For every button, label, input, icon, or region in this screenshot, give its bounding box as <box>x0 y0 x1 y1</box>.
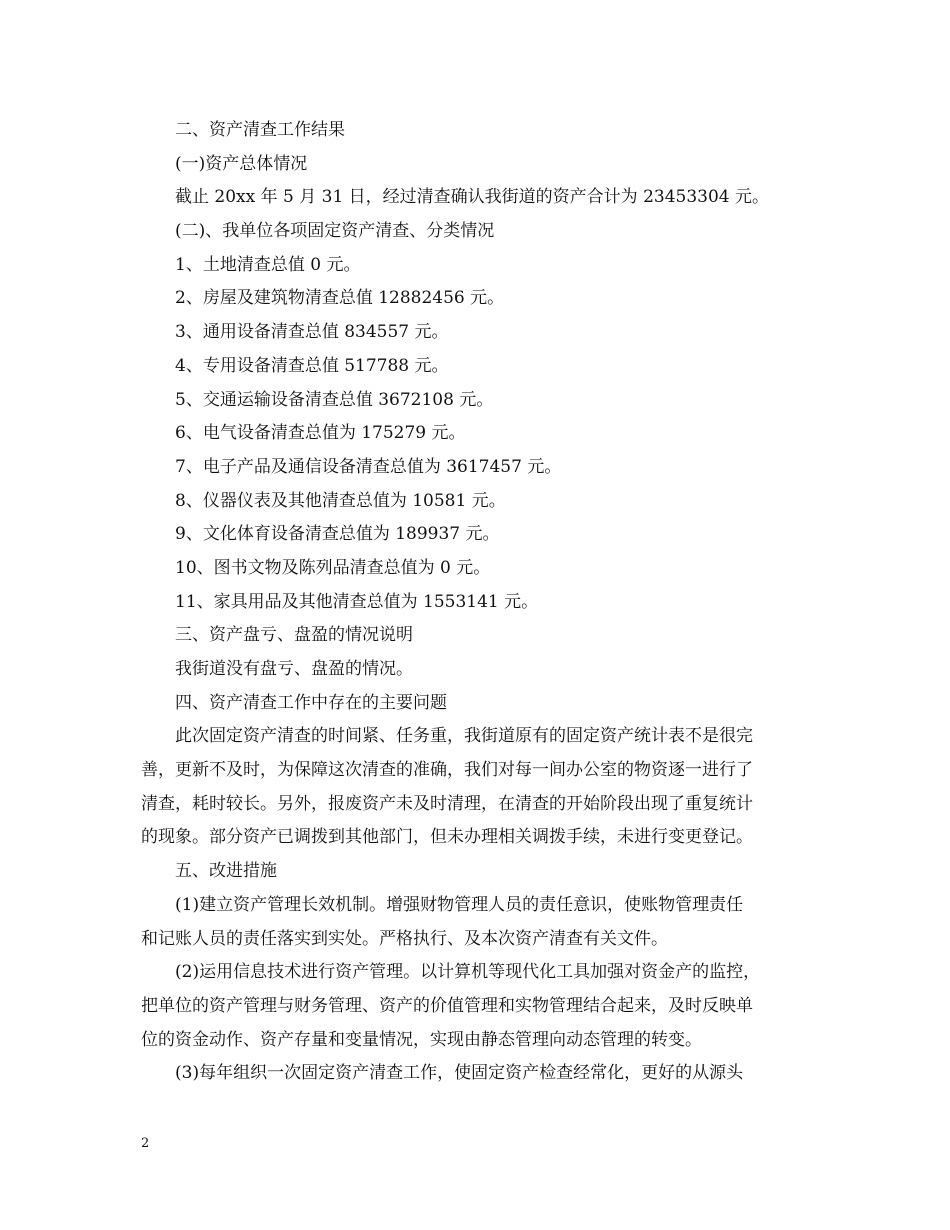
text-line: 和记账人员的责任落实到实处。严格执行、及本次资产清查有关文件。 <box>141 928 668 949</box>
text-line: 的现象。部分资产已调拨到其他部门，但未办理相关调拨手续，未进行变更登记。 <box>141 827 753 848</box>
text-line: (3)每年组织一次固定资产清查工作，使固定资产检查经常化，更好的从源头 <box>175 1063 744 1084</box>
text-line: 11、家具用品及其他清查总值为 1553141 元。 <box>175 591 539 612</box>
text-line: (二)、我单位各项固定资产清查、分类情况 <box>175 221 495 242</box>
text-line: 3、通用设备清查总值 834557 元。 <box>175 322 449 343</box>
document-body <box>141 114 821 1091</box>
text-line: 善，更新不及时，为保障这次清查的准确，我们对每一间办公室的物资逐一进行了 <box>141 760 753 781</box>
text-line: (2)运用信息技术进行资产管理。以计算机等现代化工具加强对资金产的监控， <box>175 962 761 983</box>
text-line: 三、资产盘亏、盘盈的情况说明 <box>175 625 413 646</box>
text-line: 把单位的资产管理与财务管理、资产的价值管理和实物管理结合起来，及时反映单 <box>141 995 753 1016</box>
text-line: 10、图书文物及陈列品清查总值为 0 元。 <box>175 557 491 578</box>
text-line: 二、资产清查工作结果 <box>175 120 345 140</box>
page-number: 2 <box>141 1136 150 1151</box>
text-line: 9、文化体育设备清查总值为 189937 元。 <box>175 524 500 545</box>
text-line: 位的资金动作、资产存量和变量情况，实现由静态管理向动态管理的转变。 <box>141 1029 702 1050</box>
text-line: 我街道没有盘亏、盘盈的情况。 <box>175 659 413 679</box>
text-line: 2、房屋及建筑物清查总值 12882456 元。 <box>175 288 505 309</box>
text-line: 4、专用设备清查总值 517788 元。 <box>175 355 449 376</box>
text-line: 6、电气设备清查总值为 175279 元。 <box>175 423 466 444</box>
text-line: 1、土地清查总值 0 元。 <box>175 254 361 275</box>
text-line: 五、改进措施 <box>175 861 277 882</box>
text-line: 此次固定资产清查的时间紧、任务重，我街道原有的固定资产统计表不是很完 <box>175 726 753 747</box>
text-line: 清查，耗时较长。另外，报废资产未及时清理，在清查的开始阶段出现了重复统计 <box>141 793 753 814</box>
text-line: 8、仪器仪表及其他清查总值为 10581 元。 <box>175 490 506 511</box>
text-line: 截止 20xx 年 5 月 31 日，经过清查确认我街道的资产合计为 23453304 元。 <box>175 187 770 208</box>
text-line: 四、资产清查工作中存在的主要问题 <box>175 692 447 713</box>
text-line: (一)资产总体情况 <box>175 153 308 174</box>
text-line: (1)建立资产管理长效机制。增强财物管理人员的责任意识，使账物管理责任 <box>175 894 744 915</box>
text-line: 5、交通运输设备清查总值 3672108 元。 <box>175 389 494 410</box>
text-line: 7、电子产品及通信设备清查总值为 3617457 元。 <box>175 456 562 477</box>
